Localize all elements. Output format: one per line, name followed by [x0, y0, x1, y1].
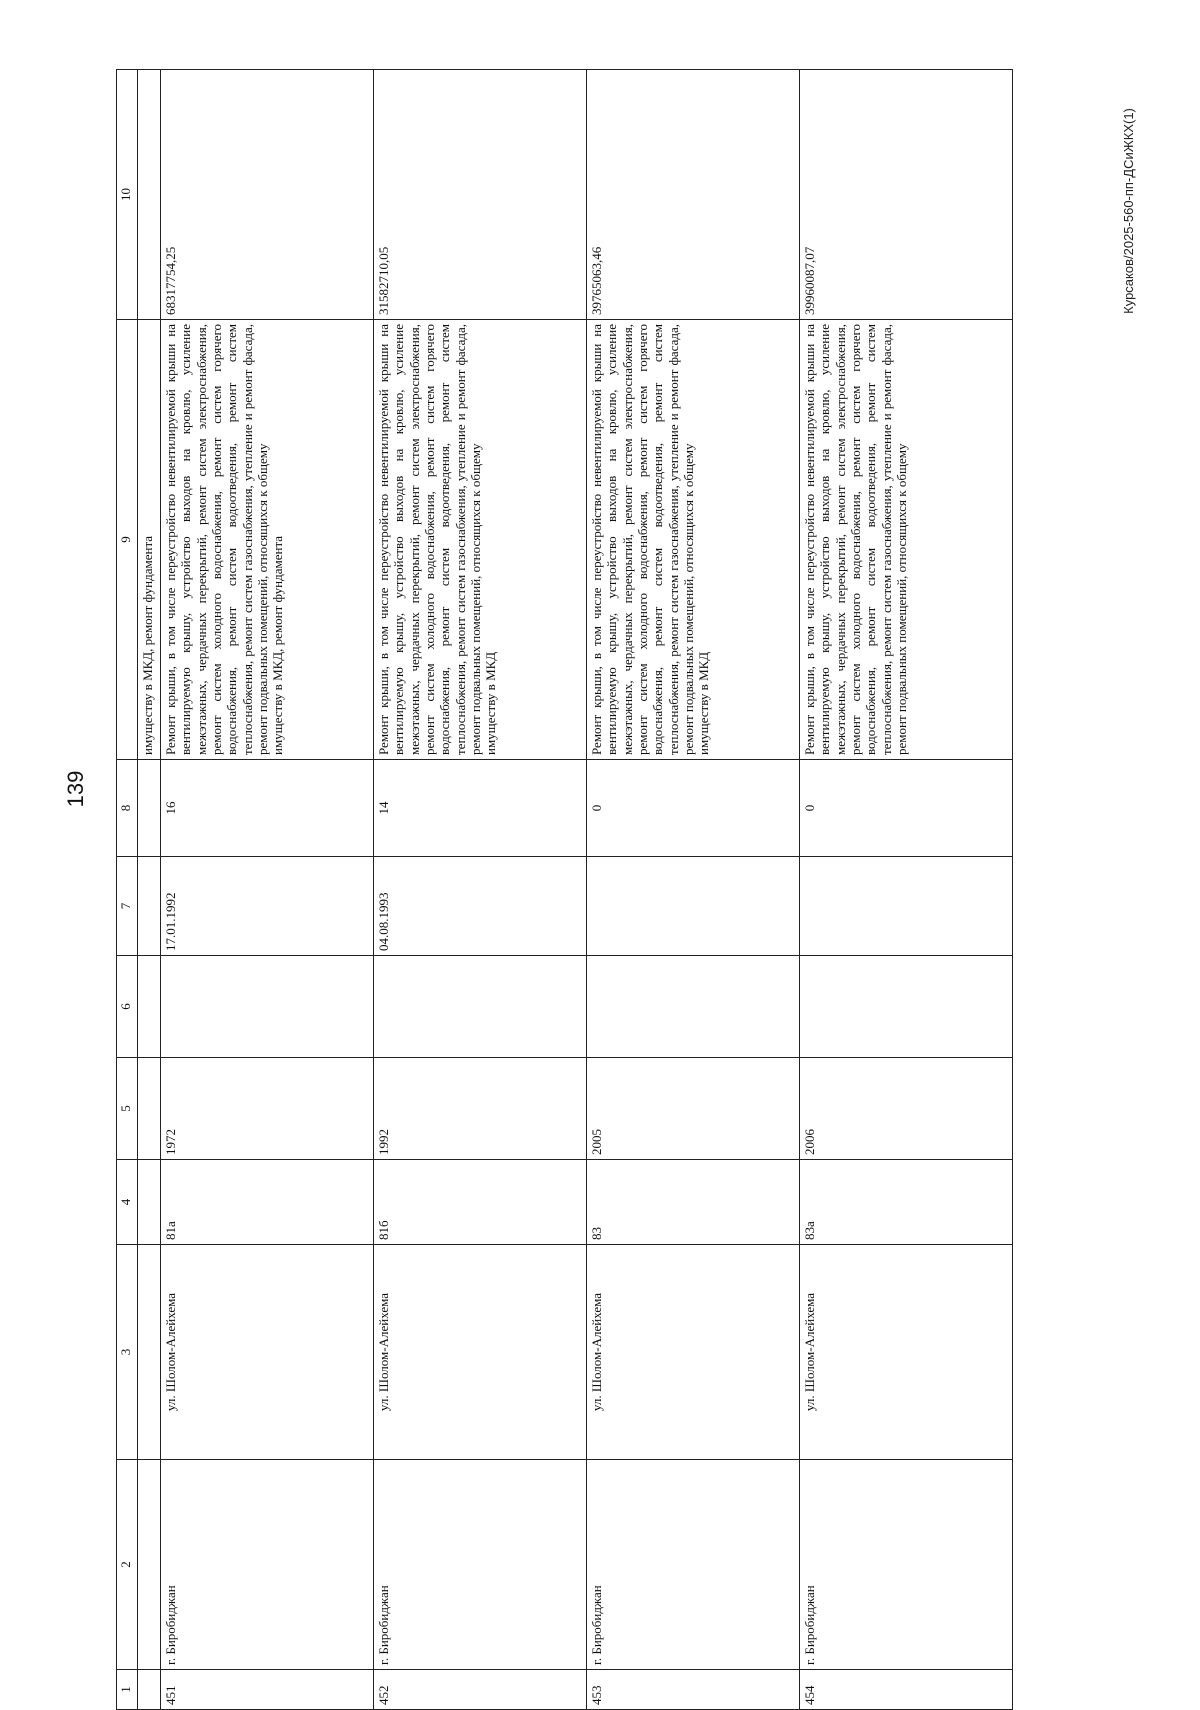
col-header-10: 10 — [117, 70, 138, 320]
works-last-line: имуществу в МКД, ремонт фундамента — [270, 535, 286, 755]
works-text: Ремонт крыши, в том числе переустройство невентилируемой крыши на вентилируемую крышу, устройство выходов на кровлю, усиление межэтажных, чердачных перекрытий, ремонт систем электроснабжения, ремонт систем холодного водоснабжения, ремонт систем горячего водоснабжения, ремонт систем водоотведения, ремонт систем теплоснабжения, ремонт систем газоснабжения, утепление и ремонт фасада, ремонт подвальных помещений, относящихся к общему — [802, 324, 909, 755]
year-cell: 2006 — [800, 1058, 1013, 1160]
table-row — [374, 70, 587, 1710]
col-header-5: 5 — [117, 1058, 138, 1160]
col6-cell — [800, 956, 1013, 1058]
table-container — [116, 70, 1048, 1710]
works-last-line: имуществу в МКД — [483, 651, 499, 755]
cont-cell-7 — [138, 857, 161, 956]
row-number: 451 — [161, 1670, 374, 1710]
col8-cell: 16 — [161, 760, 374, 857]
city-cell: г. Биробиджан — [374, 1460, 587, 1670]
cont-cell-1 — [138, 1670, 161, 1710]
col8-cell: 14 — [374, 760, 587, 857]
works-cell — [374, 320, 587, 760]
house-cell: 81б — [374, 1160, 587, 1245]
city-cell: г. Биробиджан — [161, 1460, 374, 1670]
street-cell: ул. Шолом-Алейхема — [587, 1245, 800, 1460]
house-cell: 81а — [161, 1160, 374, 1245]
table-row — [161, 70, 374, 1710]
works-cell — [800, 320, 1013, 760]
header-row — [117, 70, 138, 1710]
document-id-text: Курсаков/2025-560-пп-ДСиЖКХ(1) — [1120, 108, 1136, 314]
col-header-9: 9 — [117, 320, 138, 760]
continuation-text: имуществу в МКД, ремонт фундамента — [138, 320, 161, 760]
amount-cell: 39960087,07 — [800, 70, 1013, 320]
cont-cell-8 — [138, 760, 161, 857]
col6-cell — [374, 956, 587, 1058]
col8-cell: 0 — [587, 760, 800, 857]
document-id — [1108, 108, 1148, 314]
amount-cell: 39765063,46 — [587, 70, 800, 320]
house-cell: 83 — [587, 1160, 800, 1245]
col-header-4: 4 — [117, 1160, 138, 1245]
works-text: Ремонт крыши, в том числе переустройство невентилируемой крыши на вентилируемую крышу, устройство выходов на кровлю, усиление межэтажных, чердачных перекрытий, ремонт систем электроснабжения, ремонт систем холодного водоснабжения, ремонт систем горячего водоснабжения, ремонт систем водоотведения, ремонт систем теплоснабжения, ремонт систем газоснабжения, утепление и ремонт фасада, ремонт подвальных помещений, относящихся к общему — [376, 324, 483, 755]
date-cell: 17.01.1992 — [161, 857, 374, 956]
amount-cell: 31582710,05 — [374, 70, 587, 320]
street-cell: ул. Шолом-Алейхема — [374, 1245, 587, 1460]
rotated-table-wrap — [116, 70, 1048, 1710]
row-number: 454 — [800, 1670, 1013, 1710]
works-cell — [587, 320, 800, 760]
table-row — [800, 70, 1013, 1710]
table-row — [587, 70, 800, 1710]
cont-cell-3 — [138, 1245, 161, 1460]
street-cell: ул. Шолом-Алейхема — [161, 1245, 374, 1460]
page-number: 139 — [63, 770, 88, 808]
col-header-2: 2 — [117, 1460, 138, 1670]
col-header-6: 6 — [117, 956, 138, 1058]
col-header-8: 8 — [117, 760, 138, 857]
works-cell — [161, 320, 374, 760]
col-header-3: 3 — [117, 1245, 138, 1460]
amount-cell: 68317754,25 — [161, 70, 374, 320]
date-cell — [587, 857, 800, 956]
register-table — [116, 69, 1013, 1710]
col8-cell: 0 — [800, 760, 1013, 857]
col-header-1: 1 — [117, 1670, 138, 1710]
date-cell — [800, 857, 1013, 956]
works-text: Ремонт крыши, в том числе переустройство невентилируемой крыши на вентилируемую крышу, устройство выходов на кровлю, усиление межэтажных, чердачных перекрытий, ремонт систем электроснабжения, ремонт систем холодного водоснабжения, ремонт систем горячего водоснабжения, ремонт систем водоотведения, ремонт систем теплоснабжения, ремонт систем газоснабжения, утепление и ремонт фасада, ремонт подвальных помещений, относящихся к общему — [163, 324, 270, 755]
cont-cell-2 — [138, 1460, 161, 1670]
cont-cell-10 — [138, 70, 161, 320]
cont-cell-5 — [138, 1058, 161, 1160]
street-cell: ул. Шолом-Алейхема — [800, 1245, 1013, 1460]
works-text: Ремонт крыши, в том числе переустройство невентилируемой крыши на вентилируемую крышу, устройство выходов на кровлю, усиление межэтажных, чердачных перекрытий, ремонт систем электроснабжения, ремонт систем холодного водоснабжения, ремонт систем горячего водоснабжения, ремонт систем водоотведения, ремонт систем теплоснабжения, ремонт систем газоснабжения, утепление и ремонт фасада, ремонт подвальных помещений, относящихся к общему — [589, 324, 696, 755]
year-cell: 1972 — [161, 1058, 374, 1160]
cont-cell-4 — [138, 1160, 161, 1245]
cont-cell-6 — [138, 956, 161, 1058]
row-number: 452 — [374, 1670, 587, 1710]
row-number: 453 — [587, 1670, 800, 1710]
city-cell: г. Биробиджан — [800, 1460, 1013, 1670]
year-cell: 1992 — [374, 1058, 587, 1160]
col6-cell — [161, 956, 374, 1058]
year-cell: 2005 — [587, 1058, 800, 1160]
continuation-row — [138, 70, 161, 1710]
col-header-7: 7 — [117, 857, 138, 956]
date-cell: 04.08.1993 — [374, 857, 587, 956]
house-cell: 83а — [800, 1160, 1013, 1245]
works-last-line: имуществу в МКД — [696, 651, 712, 755]
city-cell: г. Биробиджан — [587, 1460, 800, 1670]
col6-cell — [587, 956, 800, 1058]
